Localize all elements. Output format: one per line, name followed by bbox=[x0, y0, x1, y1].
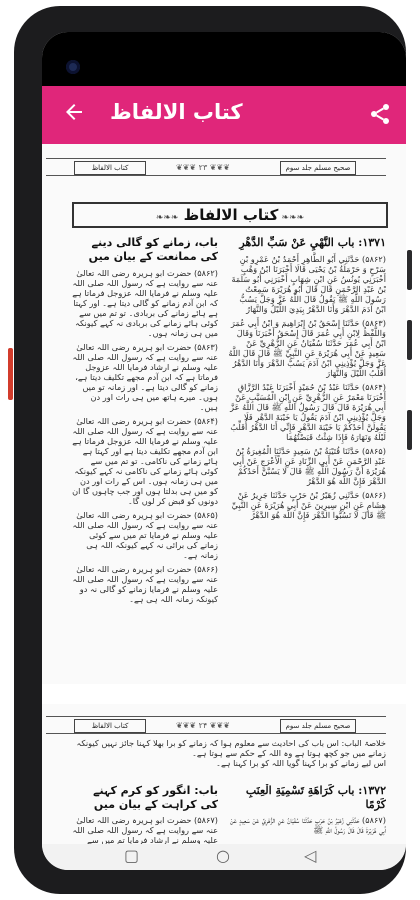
page1-urdu-heading: باب، زمانے کو گالی دینے کی ممانعت کے بیان میں bbox=[88, 236, 218, 263]
status-bar bbox=[42, 32, 406, 86]
page1-arabic-heading: ۱۳۷۱: باب النَّهْيِ عَنْ سَبِّ الدَّهْرِ bbox=[239, 236, 386, 249]
volume-button-2 bbox=[407, 320, 412, 360]
chapter-title bbox=[72, 202, 388, 228]
page-gap bbox=[42, 684, 406, 704]
page2-header bbox=[46, 716, 386, 734]
app-title: کتاب الالفاظ bbox=[110, 100, 243, 124]
share-icon[interactable] bbox=[368, 102, 392, 126]
back-arrow-icon[interactable] bbox=[60, 100, 88, 128]
chapter-ornament-right: ❧❧❧ bbox=[155, 213, 179, 223]
page2-urdu-column bbox=[72, 784, 218, 844]
phone-frame bbox=[14, 6, 406, 894]
page1-header-ornament: ❦❦❦ ۲۳ ❦❦❦ bbox=[176, 163, 230, 172]
camera-icon bbox=[66, 60, 80, 74]
nav-back-icon[interactable]: ◁ bbox=[304, 846, 317, 865]
power-button bbox=[8, 348, 13, 400]
home-icon[interactable]: ○ bbox=[216, 846, 230, 865]
system-nav-bar bbox=[42, 844, 406, 870]
page2-intro bbox=[72, 738, 386, 778]
page2-urdu-heading: باب: انگور کو کرم کہنے کی کراہت کے بیان میں bbox=[93, 784, 218, 811]
page1-urdu-para-5: (۵۸۶۶) حضرت ابو ہریرہ رضی اللہ تعالیٰ عنہ سے روایت ہے کہ رسول اللہ صلی اللہ علیہ وسلم نے فرمایا زمانے کو گالی نہ دو کیونکہ زمانہ اللہ ہی ہے۔ bbox=[72, 564, 218, 604]
page2-intro-line-2: اس لیے زمانے کو برا کہنا گویا اللہ کو برا کہنا ہے۔ bbox=[216, 758, 386, 768]
page2-intro-line-1: خلاصۃ الباب: اس باب کی احادیث سے معلوم ہوا کہ زمانے کو برا بھلا کہنا جائز نہیں کیونکہ زمانے میں جو کچھ ہوتا ہے وہ اللہ کے حکم سے ہوتا ہے۔ bbox=[76, 738, 386, 758]
page2-arabic-para-1: (۵۸۶۷) حَدَّثَنِي زُهَيْرُ بْنُ حَرْبٍ حَدَّثَنَا سُفْيَانُ عَنِ الزُّهْرِيِّ عَنْ سَعِيدٍ عَنْ أَبِي هُرَيْرَةَ قَالَ قَالَ رَسُولُ اللَّهِ ﷺ bbox=[230, 815, 386, 835]
back-arrow-svg bbox=[62, 100, 86, 124]
page1-arabic-para-5: (۵۸۶۶) حَدَّثَنِي زُهَيْرُ بْنُ حَرْبٍ حَدَّثَنَا جَرِيرٌ عَنْ هِشَامٍ عَنِ ابْنِ سِيرِينَ عَنْ أَبِي هُرَيْرَةَ عَنِ النَّبِيِّ ﷺ قَالَ لَا تَسُبُّوا الدَّهْرَ فَإِنَّ اللَّهَ هُوَ الدَّهْرُ bbox=[231, 490, 386, 520]
page2-header-right-box: صحیح مسلم جلد سوم bbox=[280, 719, 356, 733]
chapter-title-text: کتاب الالفاظ bbox=[183, 206, 279, 224]
page1-arabic-para-1: (۵۸۶۲) حَدَّثَنِي أَبُو الطَّاهِرِ أَحْمَدُ بْنُ عَمْرِو بْنِ سَرْحٍ وَ حَرْمَلَةُ بْنُ يَحْيَى قَالَا أَخْبَرَنَا ابْنُ وَهْبٍ أَخْبَرَنِي يُونُسُ عَنِ ابْنِ شِهَابٍ أَخْبَرَنِي أَبُو سَلَمَةَ بْنُ عَبْدِ الرَّحْمَنِ قَالَ قَالَ أَبُو هُرَيْرَةَ سَمِعْتُ رَسُولَ اللَّهِ ﷺ يَقُولُ قَالَ اللَّهُ عَزَّ وَجَلَّ يَسُبُّ ابْنُ آدَمَ الدَّهْرَ وَأَنَا الدَّهْرُ بِيَدِيَ اللَّيْلُ وَالنَّهَارُ bbox=[231, 254, 386, 314]
chapter-ornament-left: ❧❧❧ bbox=[278, 213, 305, 223]
page1-arabic-para-2: (۵۸۶۳) حَدَّثَنَا إِسْحَقُ بْنُ إِبْرَاهِيمَ وَ ابْنُ أَبِي عُمَرَ وَاللَّفْظُ لِابْنِ أَبِي عُمَرَ قَالَ إِسْحَقُ أَخْبَرَنَا وَقَالَ ابْنُ أَبِي عُمَرَ حَدَّثَنَا سُفْيَانُ عَنِ الزُّهْرِيِّ عَنْ سَعِيدٍ عَنْ أَبِي هُرَيْرَةَ عَنِ النَّبِيِّ ﷺ قَالَ قَالَ اللَّهُ عَزَّ وَجَلَّ يُؤْذِينِي ابْنُ آدَمَ يَسُبُّ الدَّهْرَ وَأَنَا الدَّهْرُ أُقَلِّبُ اللَّيْلَ وَالنَّهَارَ bbox=[228, 318, 386, 378]
volume-button bbox=[407, 250, 412, 290]
page1-arabic-column bbox=[226, 236, 386, 636]
app-bar bbox=[42, 86, 406, 144]
page2-header-left-box: کتاب الالفاظ bbox=[74, 719, 146, 733]
page2-urdu-para-1: (۵۸۶۷) حضرت ابو ہریرہ رضی اللہ تعالیٰ عنہ سے روایت ہے کہ رسول اللہ صلی اللہ علیہ وسلم نے ارشاد فرمایا تم میں سے bbox=[72, 815, 218, 844]
page1-arabic-para-4: (۵۸۶۵) حَدَّثَنَا قُتَيْبَةُ بْنُ سَعِيدٍ حَدَّثَنَا الْمُغِيرَةُ بْنُ عَبْدِ الرَّحْمَنِ عَنْ أَبِي الزِّنَادِ عَنِ الْأَعْرَجِ عَنْ أَبِي هُرَيْرَةَ أَنَّ رَسُولَ اللَّهِ ﷺ قَالَ لَا يَسُبَّنَّ أَحَدُكُمْ الدَّهْرَ فَإِنَّ اللَّهَ هُوَ الدَّهْرُ bbox=[232, 446, 386, 486]
page1-urdu-column bbox=[72, 236, 218, 636]
side-button bbox=[407, 410, 412, 450]
screen bbox=[42, 32, 406, 870]
page1-header bbox=[46, 158, 386, 176]
page1-urdu-para-2: (۵۸۶۳) حضرت ابو ہریرہ رضی اللہ تعالیٰ عنہ سے روایت ہے کہ رسول اللہ صلی اللہ علیہ وسلم نے ارشاد فرمایا اللہ عزوجل فرماتا ہے کہ ابن آدم مجھے تکلیف دیتا ہے، زمانے کو گالی دیتا ہے۔ اور زمانہ تو میں ہوں۔ میرے ہاتھ میں ہی رات اور دن ہیں۔ bbox=[72, 342, 218, 412]
scan-viewer[interactable] bbox=[42, 144, 406, 844]
share-svg bbox=[368, 102, 392, 126]
recent-apps-icon[interactable]: ▢ bbox=[124, 846, 140, 865]
page1-urdu-para-1: (۵۸۶۲) حضرت ابو ہریرہ رضی اللہ تعالیٰ عنہ سے روایت ہے کہ رسول اللہ صلی اللہ علیہ وسلم نے فرمایا اللہ عزوجل فرماتا ہے کہ ابن آدم زمانے کو گالی دیتا ہے۔ اور کہتا ہے ہائے زمانے کی بربادی۔ تو تم میں سے کوئی ہائے زمانے کی بربادی نہ کہے کیونکہ میں ہی زمانہ ہوں۔ bbox=[72, 268, 218, 338]
page1-urdu-para-4: (۵۸۶۵) حضرت ابو ہریرہ رضی اللہ تعالیٰ عنہ سے روایت ہے کہ رسول اللہ صلی اللہ علیہ وسلم نے فرمایا تم میں سے کوئی زمانے کی برائی نہ کہے کیونکہ اللہ ہی زمانہ ہے۔ bbox=[72, 510, 218, 560]
page1-urdu-para-3: (۵۸۶۴) حضرت ابو ہریرہ رضی اللہ تعالیٰ عنہ سے روایت ہے کہ رسول اللہ صلی اللہ علیہ وسلم نے فرمایا اللہ عزوجل فرماتا ہے ابن آدم مجھے تکلیف دیتا ہے اور کہتا ہے ہائے زمانے کی ناکامی۔ تو تم میں سے کوئی ہائے زمانے کی ناکامی نہ کہے کیونکہ میں ہی زمانہ ہوں۔ اس کے رات اور دن کو میں ہی بدلتا ہوں اور جب چاہوں گا ان دونوں کو قبض کر لوں گا۔ bbox=[72, 416, 218, 506]
page2-arabic-column bbox=[226, 784, 386, 844]
page1-header-left-box: کتاب الالفاظ bbox=[74, 161, 146, 175]
page1-arabic-para-3: (۵۸۶۴) حَدَّثَنَا عَبْدُ بْنُ حُمَيْدٍ أَخْبَرَنَا عَبْدُ الرَّزَّاقِ أَخْبَرَنَا مَعْمَرٌ عَنِ الزُّهْرِيِّ عَنِ ابْنِ الْمُسَيَّبِ عَنْ أَبِي هُرَيْرَةَ قَالَ قَالَ رَسُولُ اللَّهِ ﷺ قَالَ اللَّهُ عَزَّ وَجَلَّ يُؤْذِينِي ابْنُ آدَمَ يَقُولُ يَا خَيْبَةَ الدَّهْرِ فَلَا يَقُولَنَّ أَحَدُكُمْ يَا خَيْبَةَ الدَّهْرِ فَإِنِّي أَنَا الدَّهْرُ أُقَلِّبُ لَيْلَهُ وَنَهَارَهُ فَإِذَا شِئْتُ قَبَضْتُهُمَا bbox=[230, 382, 386, 442]
page2-header-ornament: ❦❦❦ ۲۴ ❦❦❦ bbox=[176, 721, 230, 730]
page1-header-right-box: صحیح مسلم جلد سوم bbox=[280, 161, 356, 175]
page2-arabic-heading: ۱۳۷۲: باب كَرَاهَةِ تَسْمِيَةِ الْعِنَبِ كَرْمًا bbox=[245, 784, 386, 811]
